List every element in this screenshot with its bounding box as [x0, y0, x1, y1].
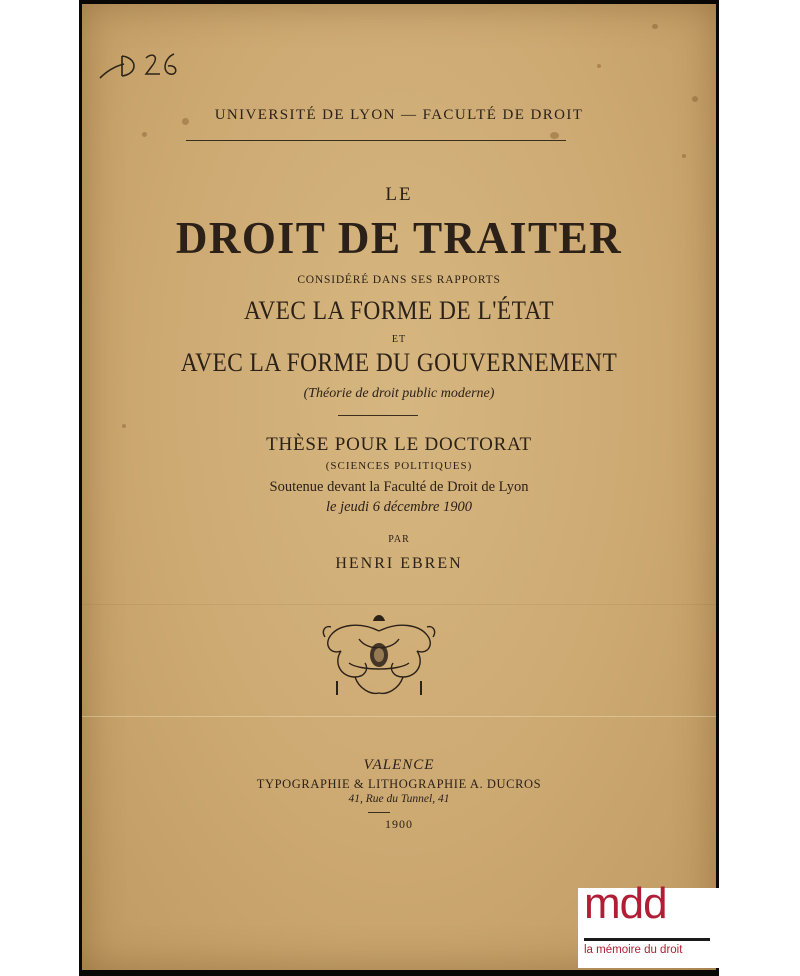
imprint-city: VALENCE [363, 757, 435, 773]
imprint-printer: TYPOGRAPHIE & LITHOGRAPHIE A. DUCROS [256, 777, 542, 791]
subtitle-rule [338, 415, 418, 416]
title-article: LE [385, 184, 413, 205]
logo-tagline: la mémoire du droit [584, 944, 683, 956]
thesis-par: PAR [388, 534, 410, 545]
title-considered: CONSIDÉRÉ DANS SES RAPPORTS [297, 274, 501, 286]
ornament-vignette [318, 611, 440, 701]
title-line-etat: AVEC LA FORME DE L'ÉTAT [244, 296, 554, 325]
imprint-rule [368, 812, 390, 813]
title-line-gouvernement: AVEC LA FORME DU GOUVERNEMENT [180, 348, 618, 377]
author-name: HENRI EBREN [335, 555, 463, 572]
title-subtitle: (Théorie de droit public moderne) [303, 386, 495, 401]
thesis-date: le jeudi 6 décembre 1900 [325, 499, 473, 515]
logo-bar [584, 938, 710, 941]
institution-header: UNIVERSITÉ DE LYON — FACULTÉ DE DROIT [214, 107, 584, 123]
logo-mark: mdd [584, 879, 667, 928]
mdd-watermark-logo [578, 879, 790, 968]
imprint-address: 41, Rue du Tunnel, 41 [348, 793, 450, 805]
thesis-heading: THÈSE POUR LE DOCTORAT [266, 434, 532, 455]
title-conjunction: ET [391, 334, 407, 345]
header-rule [186, 140, 566, 141]
imprint-year: 1900 [385, 817, 413, 831]
thesis-field: (SCIENCES POLITIQUES) [325, 460, 473, 472]
book-cover [82, 4, 716, 970]
main-title: DROIT DE TRAITER [175, 212, 623, 263]
handwritten-annotation [94, 48, 184, 88]
thesis-defended: Soutenue devant la Faculté de Droit de Lyon [269, 479, 529, 495]
